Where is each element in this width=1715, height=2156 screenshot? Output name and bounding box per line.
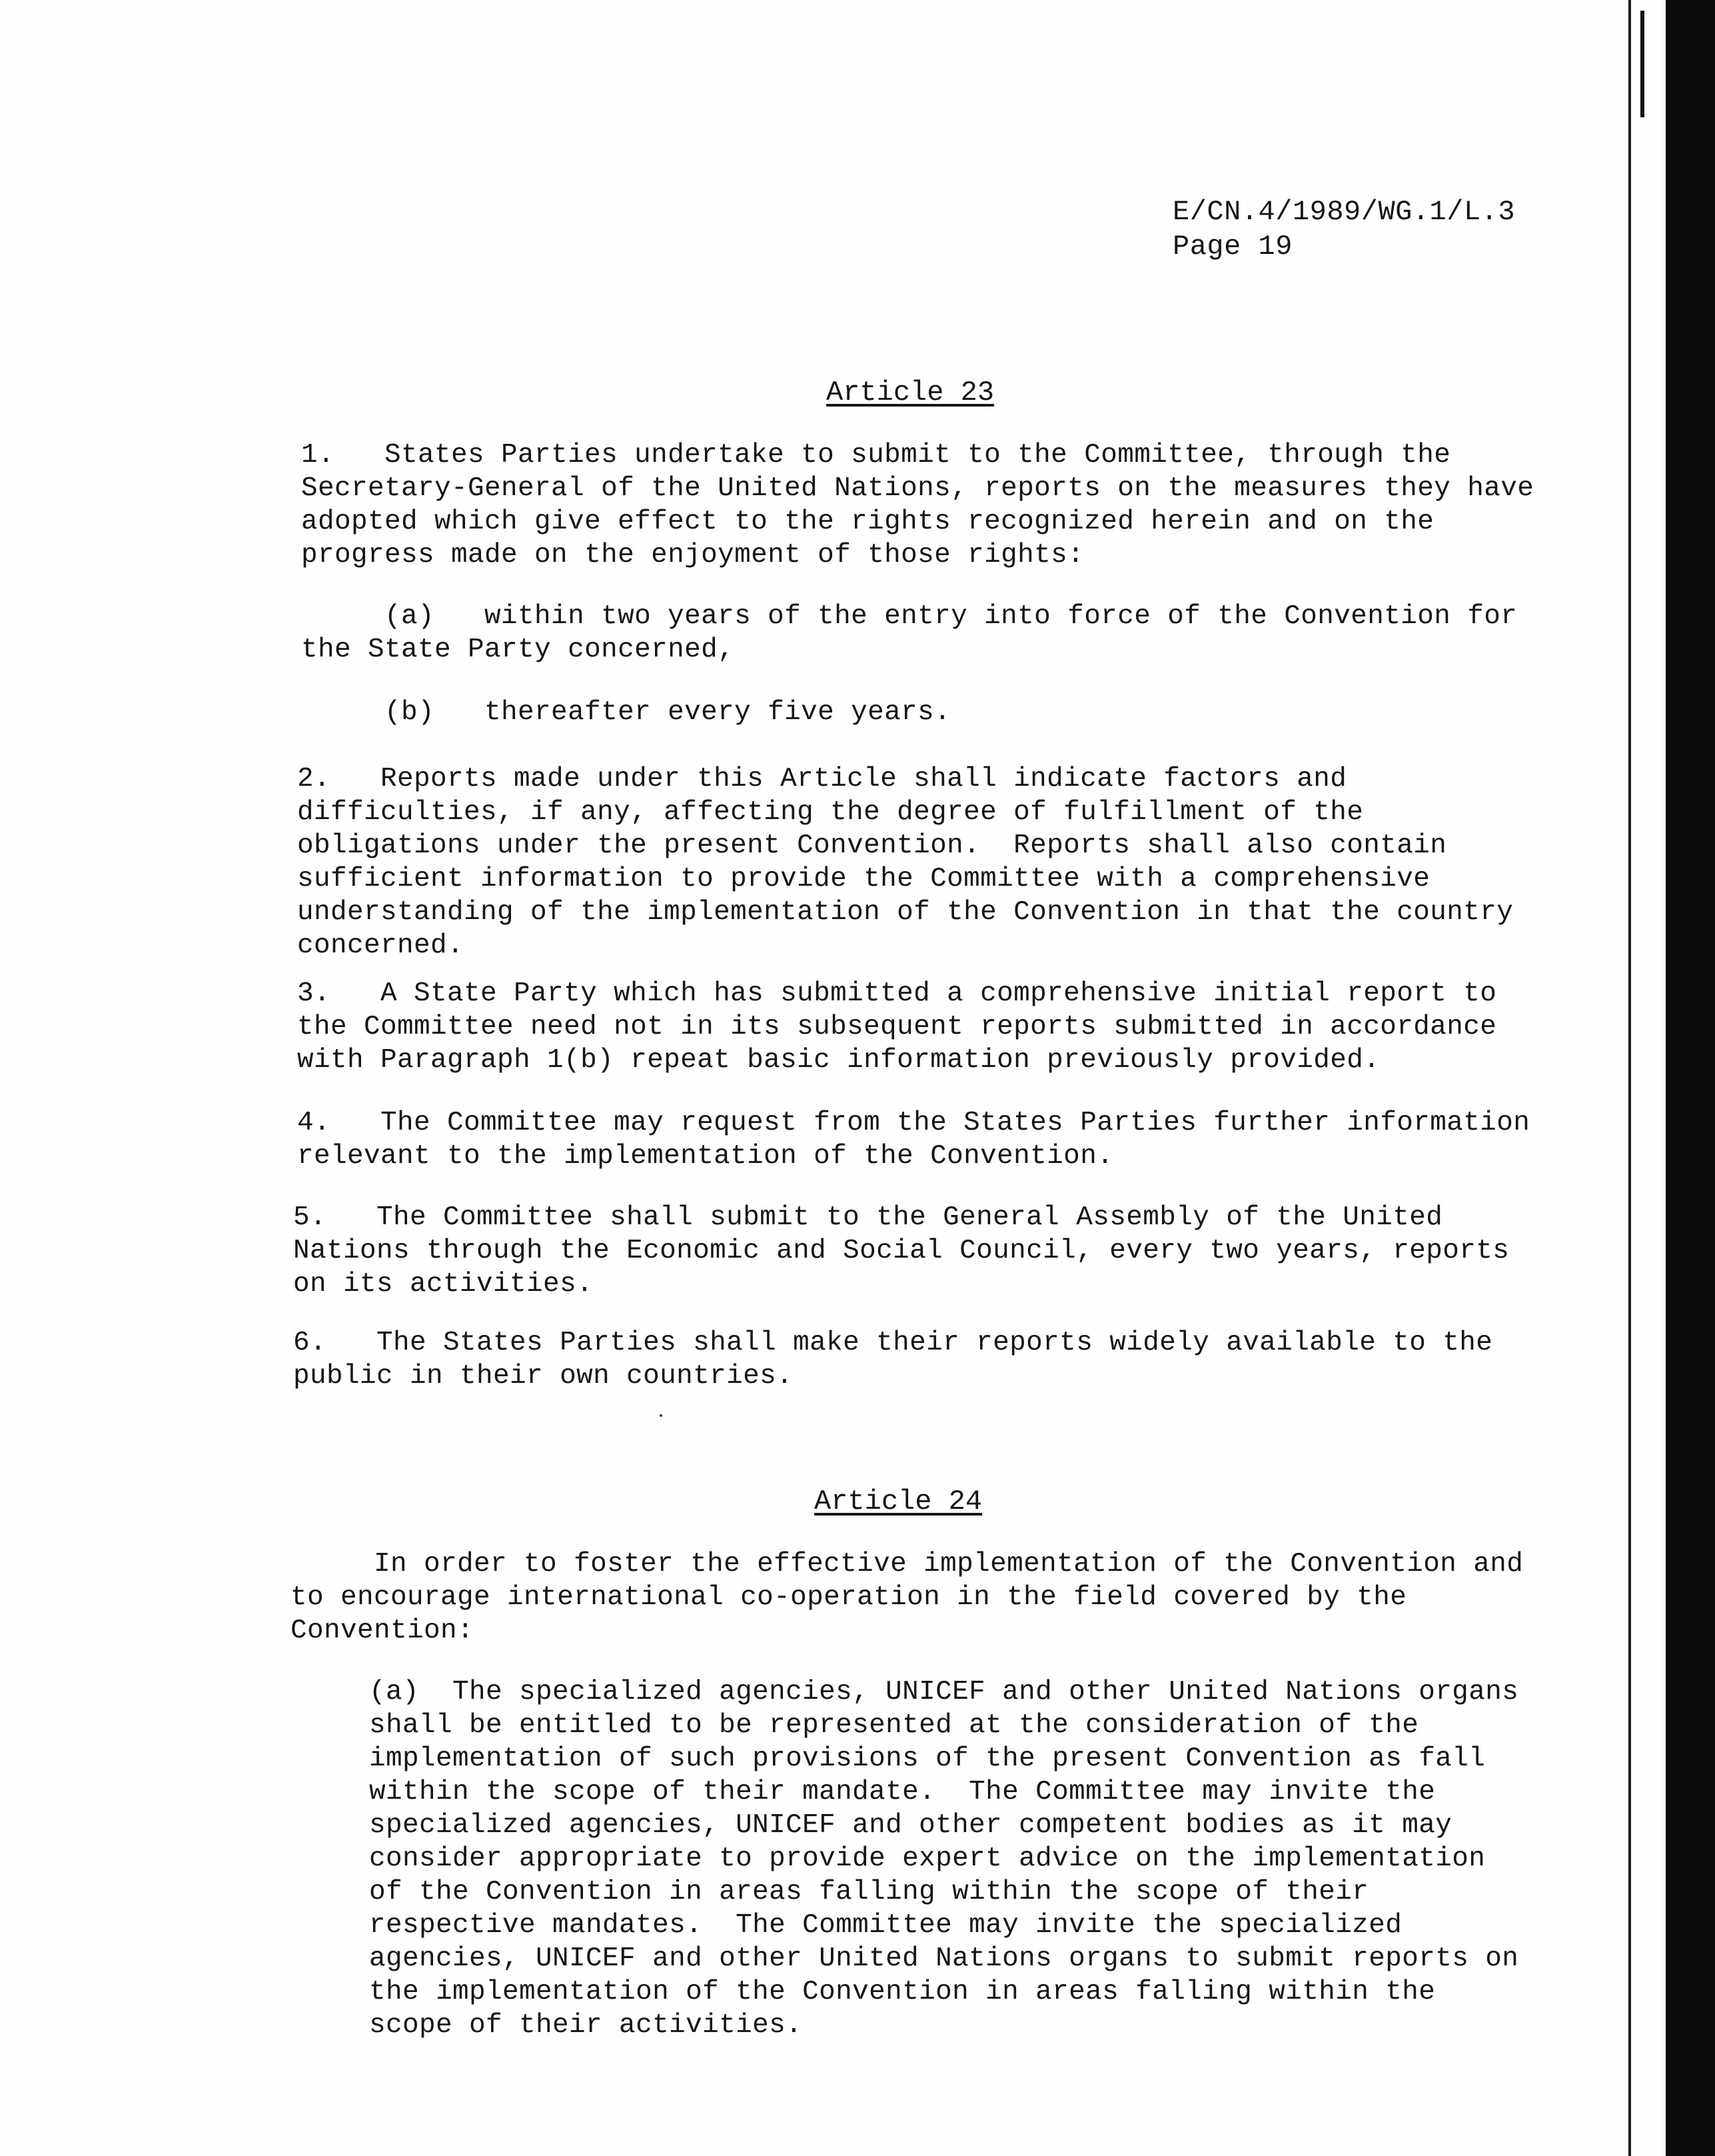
scan-border-notch [1640,11,1644,117]
article-23-paragraph-3: 3. A State Party which has submitted a comprehensive initial report to the Committee need not in its subsequent reports submitted in accordance with Paragraph 1(b) repeat basic information previously provided. [297,978,1497,1076]
article-23-paragraph-1a: (a) within two years of the entry into force of the Convention for the State Party concerned, [301,601,1518,665]
article-23-paragraph-4: 4. The Committee may request from the States Parties further information relevant to the implementation of the Convention. [297,1108,1530,1172]
article-23-paragraph-1: 1. States Parties undertake to submit to the Committee, through the Secretary-General of the United Nations, reports on the measures they have adopted which give effect to the rights recognized herein and on the progress made on the enjoyment of those rights: [301,440,1534,570]
scan-border [1608,0,1715,2156]
article-23-paragraph-1b: (b) thereafter every five years. [301,697,951,728]
article-23-paragraph-5: 5. The Committee shall submit to the General Assembly of the United Nations through the Economic and Social Council, every two years, reports on its activities. [293,1202,1510,1300]
article-24-intro: In order to foster the effective implementation of the Convention and to encourage international co-operation in the field covered by the Convention: [290,1549,1524,1646]
article-24-paragraph-a: (a) The specialized agencies, UNICEF and other United Nations organs shall be entitled to be represented at the consideration of the implementation of such provisions of the present Convention as fall within the scope of their mandate. The Committee may invite the specialized agencies, UNICEF and other competent bodies as it may consider appropriate to provide expert advice on the implementation of the Convention in areas falling within the scope of their respective mandates. The Committee may invite the specialized agencies, UNICEF and other United Nations organs to submit reports on the implementation of the Convention in areas falling within the scope of their activities. [369,1677,1519,2041]
page-number: Page 19 [1173,231,1293,263]
document-symbol: E/CN.4/1989/WG.1/L.3 [1173,196,1516,228]
article-24-heading: Article 24 [814,1486,983,1518]
scan-border-shadow [1666,0,1715,2156]
article-23-paragraph-2: 2. Reports made under this Article shall indicate factors and difficulties, if any, affecting the degree of fulfillment of the obligations under the present Convention. Reports shall also contain sufficient information to provide the Committee with a comprehensive understanding of the implementation of the Convention in that the country concerned. [297,764,1514,961]
scan-speck [660,1414,662,1417]
article-23-paragraph-6: 6. The States Parties shall make their reports widely available to the public in their own countries. [293,1328,1493,1392]
article-23-heading: Article 23 [826,377,995,409]
document-header [1173,195,1515,264]
scan-border-line [1628,0,1631,2156]
